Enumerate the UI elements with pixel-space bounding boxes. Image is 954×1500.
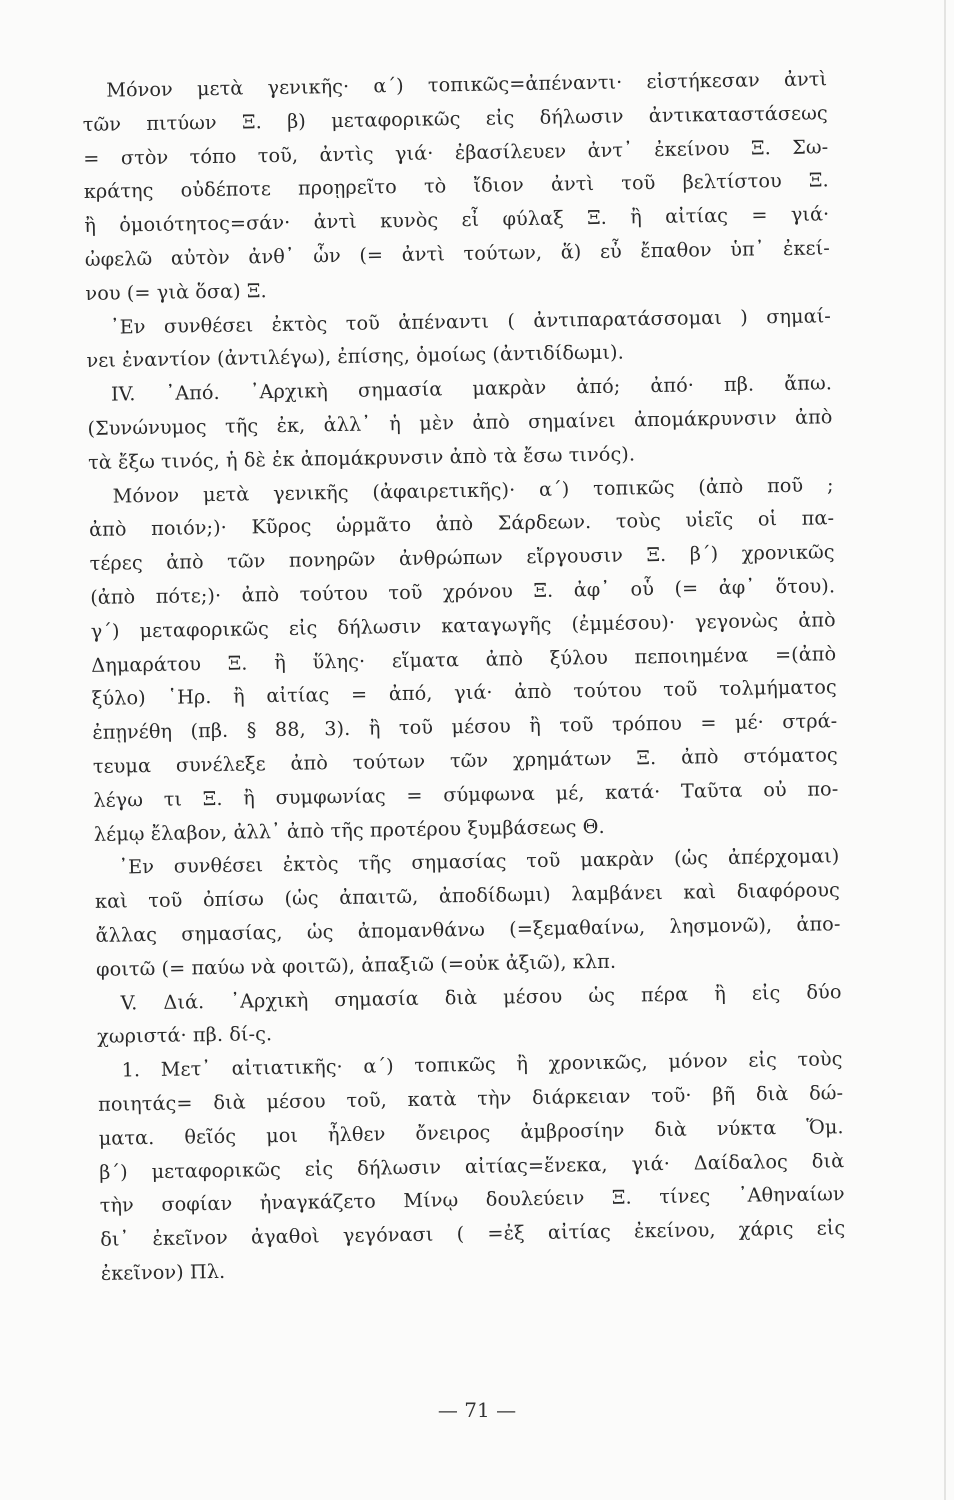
text-line: = στὸν τόπο τοῦ, ἀντὶς γιά· ἐβασίλευεν ἀντ᾿ ἐκείνου Ξ. Σω- bbox=[83, 134, 829, 170]
text-line: ματα. θεῖός μοι ἦλθεν ὄνειρος ἀμβροσίην διὰ νύκτα Ὅμ. bbox=[98, 1114, 844, 1150]
text-line: κράτης οὐδέποτε προῃρεῖτο τὸ ἴδιον ἀντὶ τοῦ βελτίστου Ξ. bbox=[83, 168, 829, 204]
text-line: ἢ ὁμοιότητος=σάν· ἀντὶ κυνὸς εἶ φύλαξ Ξ. ἢ αἰτίας = γιά· bbox=[84, 202, 830, 238]
text-line: Δημαράτου Ξ. ἢ ὕλης· εἵματα ἀπὸ ξύλου πεποιημένα =(ἀπὸ bbox=[91, 641, 837, 677]
page-number: — 71 — bbox=[437, 1398, 517, 1422]
text-line: λέγω τι Ξ. ἢ συμφωνίας = σύμφωνα μέ, κατά· Ταῦτα οὐ πο- bbox=[93, 776, 839, 812]
text-line: Μόνον μετὰ γενικῆς (ἀφαιρετικῆς)· α΄) τοπικῶς (ἀπὸ ποῦ ; bbox=[112, 472, 834, 508]
text-line: γ΄) μεταφορικῶς εἰς δήλωσιν καταγωγῆς (ἐμμέσου)· γεγονὼς ἀπὸ bbox=[90, 607, 836, 643]
text-line: ᾿Εν συνθέσει ἐκτὸς τῆς σημασίας τοῦ μακρὰν (ὡς ἀπέρχομαι) bbox=[118, 844, 840, 879]
text-line: τῶν πιτύων Ξ. β) μεταφορικῶς εἰς δήλωσιν ἀντικαταστάσεως bbox=[82, 101, 828, 136]
text-line: φοιτῶ (= παύω νὰ φοιτῶ), ἀπαξιῶ (=οὐκ ἀξιῶ), κλπ. bbox=[95, 949, 617, 981]
text-line: Μόνον μετὰ γενικῆς· α΄) τοπικῶς=ἀπέναντι· εἰστήκεσαν ἀντὶ bbox=[106, 67, 828, 102]
text-line: ἄλλας σημασίας, ὡς ἀπομανθάνω (=ξεμαθαίνω, λησμονῶ), ἀπο- bbox=[95, 912, 841, 947]
text-line: τευμα συνέλεξε ἀπὸ τούτων τῶν χρημάτων Ξ. ἀπὸ στόματος bbox=[92, 743, 838, 778]
text-line: 1. Μετ᾿ αἰτιατικῆς· α΄) τοπικῶς ἢ χρονικῶς, μόνον εἰς τοὺς bbox=[121, 1047, 843, 1082]
text-line: δι᾿ ἐκεῖνον ἀγαθοὶ γεγόνασι ( =ἐξ αἰτίας ἐκείνου, χάρις εἰς bbox=[100, 1216, 846, 1251]
text-line: (ἀπὸ πότε;)· ἀπὸ τούτου τοῦ χρόνου Ξ. ἀφ᾿ οὗ (= ἀφ᾿ ὅτου). bbox=[90, 574, 836, 609]
page-edge-shadow bbox=[944, 0, 946, 1500]
text-line: τὰ ἔξω τινός, ἡ δὲ ἐκ ἀπομάκρυνσιν ἀπὸ τὰ ἔσω τινός). bbox=[87, 442, 636, 474]
text-line: ὠφελῶ αὐτὸν ἀνθ᾿ ὧν (= ἀντὶ τούτων, ἅ) εὖ ἔπαθον ὑπ᾿ ἐκεί- bbox=[84, 236, 831, 271]
text-line: τέρες ἀπὸ τῶν πονηρῶν ἀνθρώπων εἴργουσιν Ξ. β΄) χρονικῶς bbox=[89, 540, 835, 576]
text-line: ἐκεῖνον) Πλ. bbox=[100, 1259, 226, 1285]
text-line: τὴν σοφίαν ἠναγκάζετο Μίνῳ δουλεύειν Ξ. τίνες ᾿Αθηναίων bbox=[99, 1182, 845, 1218]
text-line: ᾿Εν συνθέσει ἐκτὸς τοῦ ἀπέναντι ( ἀντιπαρατάσσομαι ) σημαί- bbox=[109, 303, 832, 339]
text-line: ἀπὸ ποιόν;)· Κῦρος ὡρμᾶτο ἀπὸ Σάρδεων. τοὺς υἱεῖς οἱ πα- bbox=[88, 506, 835, 542]
section-heading-dia: V. Διά. ᾿Αρχικὴ σημασία διὰ μέσου ὡς πέρα ἢ εἰς δύο bbox=[120, 979, 842, 1015]
text-line: ποιητάς= διὰ μέσου τοῦ, κατὰ τὴν διάρκειαν τοῦ· βῆ διὰ δώ- bbox=[98, 1081, 844, 1116]
text-line: νει ἐναντίον (ἀντιλέγω), ἐπίσης, ὁμοίως (ἀντιδίδωμι). bbox=[86, 340, 624, 373]
section-heading-apo: IV. ᾿Από. ᾿Αρχικὴ σημασία μακρὰν ἀπό; ἀπό· πβ. ἄπω. bbox=[110, 371, 833, 406]
text-line: ἐπῃνέθη (πβ. § 88, 3). ἢ τοῦ μέσου ἢ τοῦ τρόπου = μέ· στρά- bbox=[92, 709, 838, 745]
text-line: β΄) μεταφορικῶς εἰς δήλωσιν αἰτίας=ἕνεκα, γιά· Δαίδαλος διὰ bbox=[99, 1148, 845, 1184]
book-page bbox=[82, 62, 846, 1290]
main-text bbox=[82, 62, 846, 1290]
text-line: καὶ τοῦ ὀπίσω (ὡς ἀπαιτῶ, ἀποδίδωμι) λαμβάνει καὶ διαφόρους bbox=[94, 878, 841, 914]
text-line: λέμῳ ἔλαβον, ἀλλ᾿ ἀπὸ τῆς προτέρου ξυμβάσεως Θ. bbox=[93, 814, 605, 846]
text-line: χωριστά· πβ. δί-ς. bbox=[96, 1022, 273, 1049]
text-line: (Συνώνυμος τῆς ἐκ, ἀλλ᾿ ἡ μὲν ἀπὸ σημαίνει ἀπομάκρυνσιν ἀπὸ bbox=[87, 405, 833, 440]
text-line: ξύλο) ῾Ηρ. ἢ αἰτίας = ἀπό, γιά· ἀπὸ τούτου τοῦ τολμήματος bbox=[91, 675, 837, 711]
text-line: νου (= γιὰ ὅσα) Ξ. bbox=[85, 278, 267, 305]
